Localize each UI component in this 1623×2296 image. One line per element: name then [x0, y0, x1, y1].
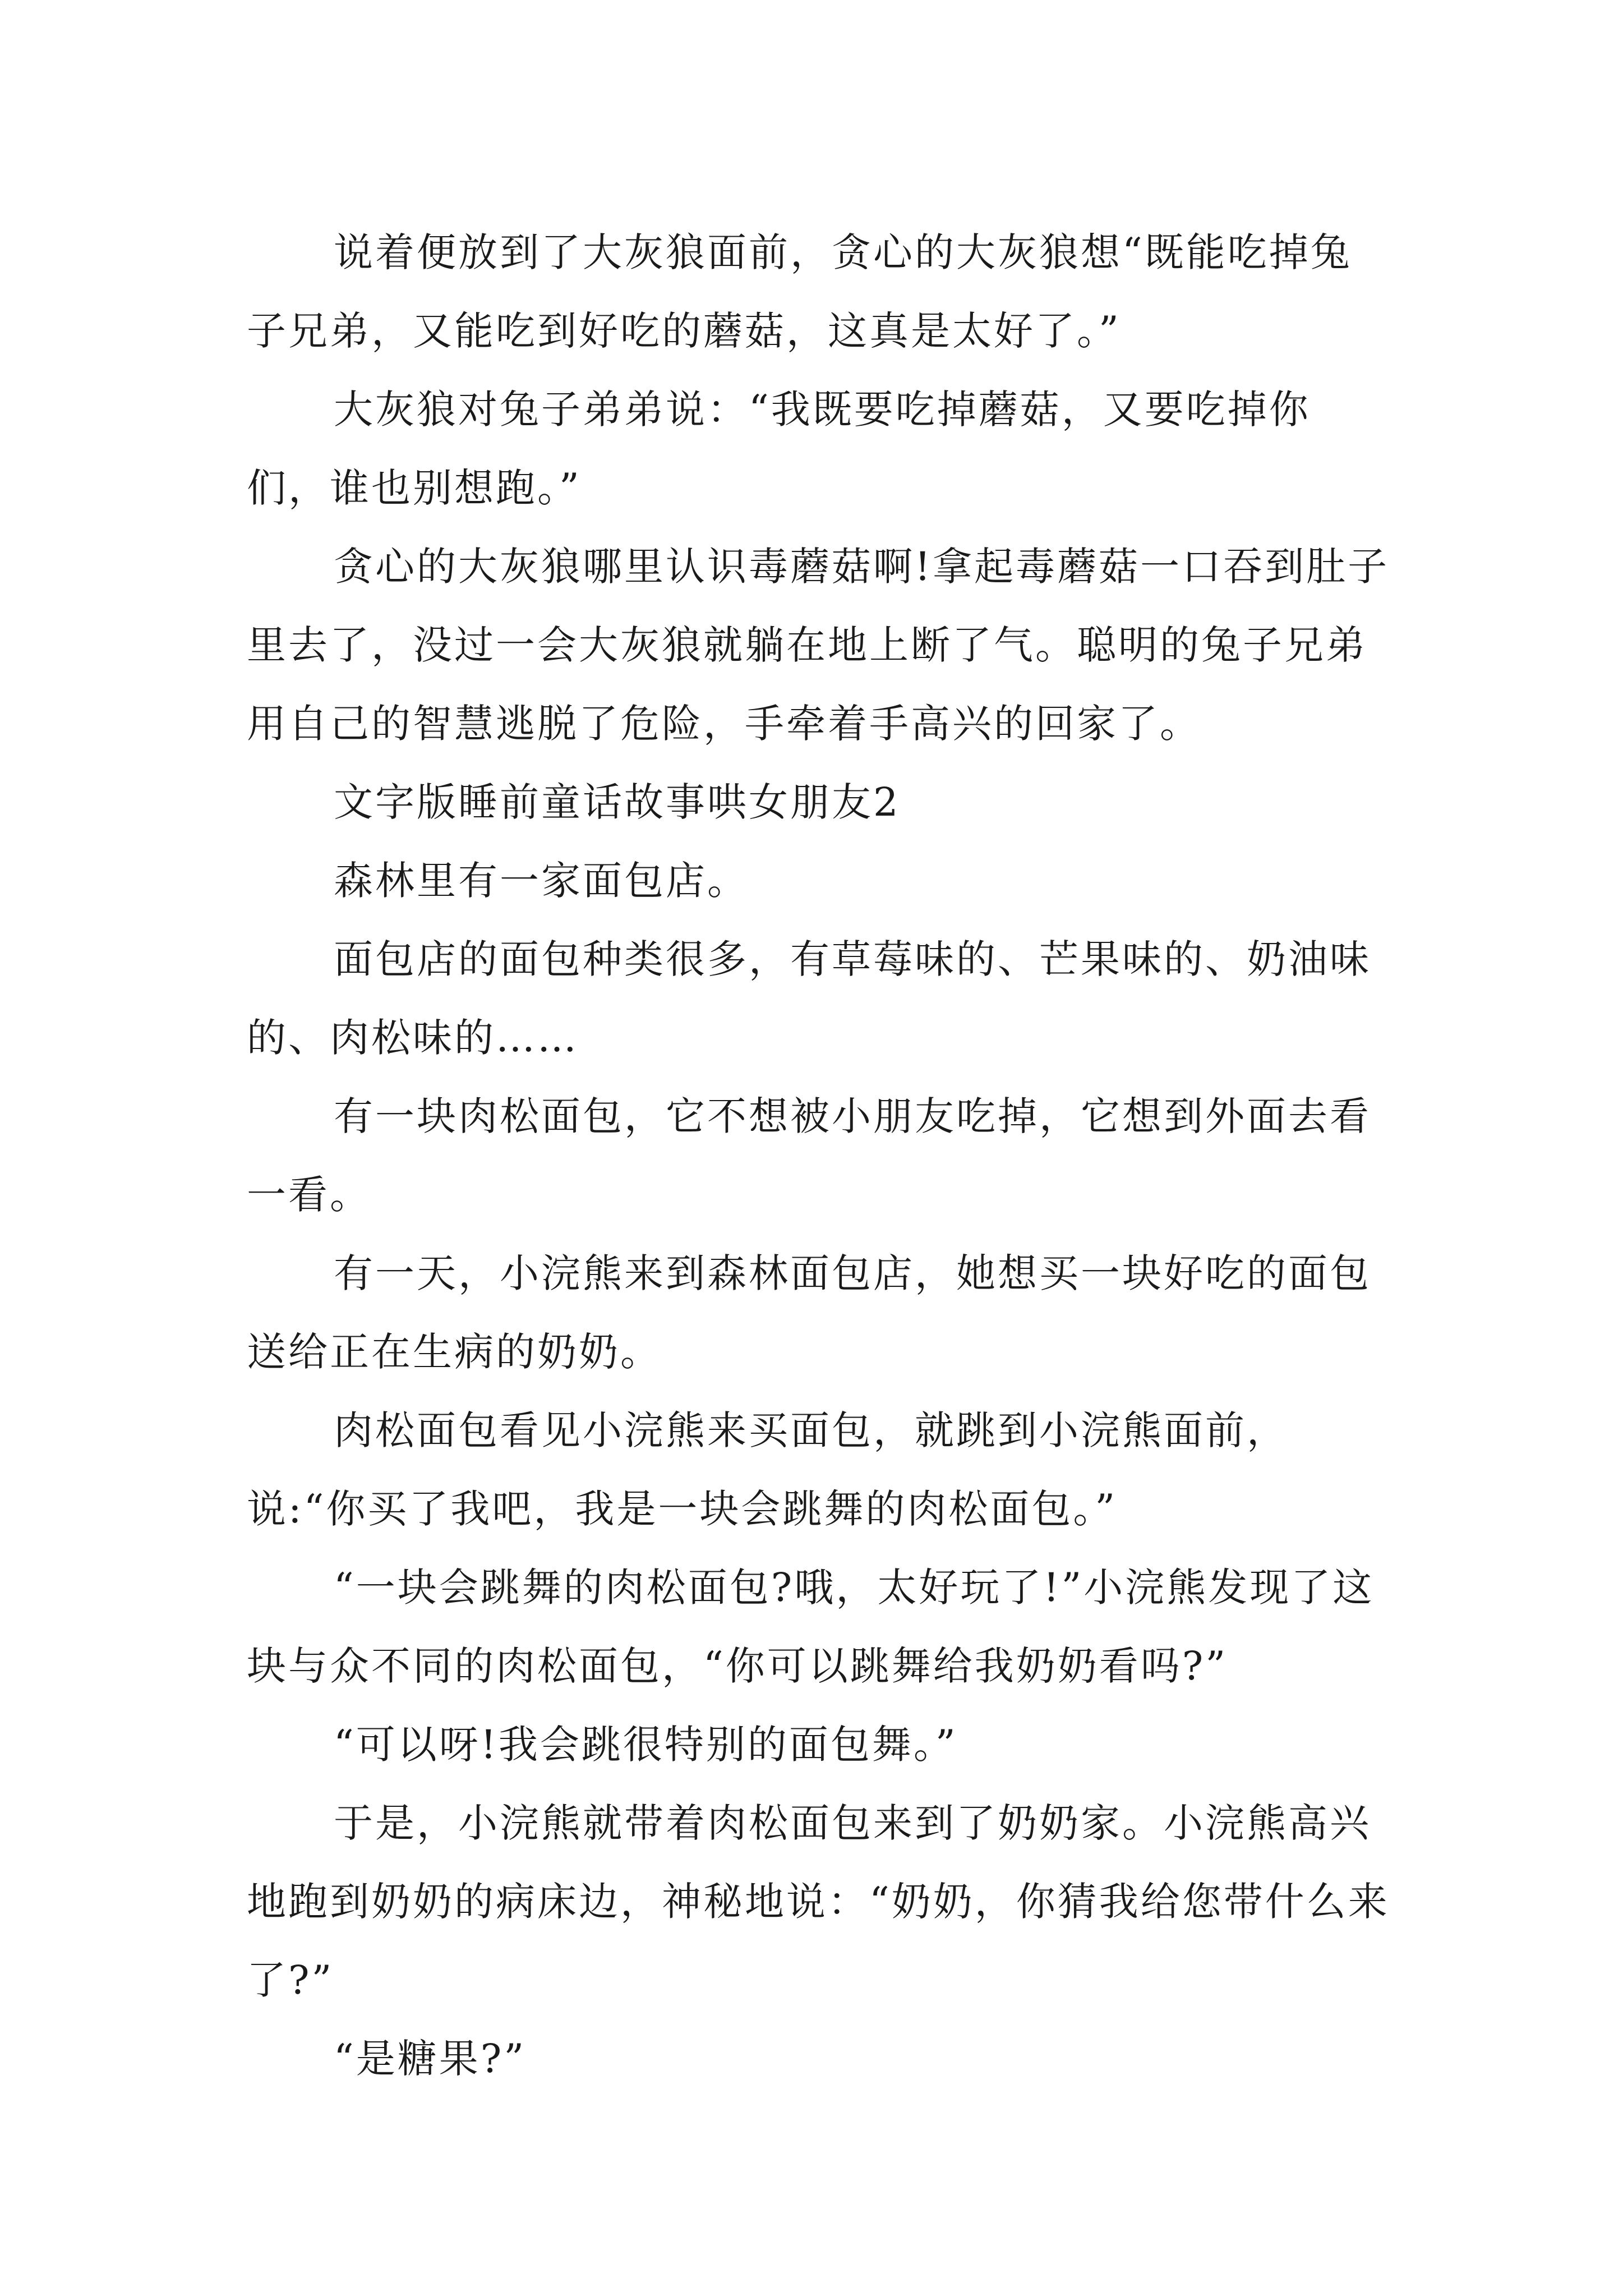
paragraph: 有一块肉松面包，它不想被小朋友吃掉，它想到外面去看一看。 [247, 1093, 1371, 1218]
paragraph: “可以呀!我会跳很特别的面包舞。” [334, 1722, 958, 1768]
paragraph: 贪心的大灰狼哪里认识毒蘑菇啊!拿起毒蘑菇一口吞到肚子里去了，没过一会大灰狼就躺在地上断了气。聪明的兔子兄弟用自己的智慧逃脱了危险，手牵着手高兴的回家了。 [247, 544, 1390, 747]
paragraph: “是糖果?” [334, 2036, 527, 2082]
paragraph: 大灰狼对兔子弟弟说：“我既要吃掉蘑菇，又要吃掉你们，谁也别想跑。” [247, 386, 1311, 511]
paragraph: 说着便放到了大灰狼面前，贪心的大灰狼想“既能吃掉兔子兄弟，又能吃到好吃的蘑菇，这真是太好了。” [247, 229, 1352, 354]
paragraph: 有一天，小浣熊来到森林面包店，她想买一块好吃的面包送给正在生病的奶奶。 [247, 1250, 1371, 1375]
paragraph: 面包店的面包种类很多，有草莓味的、芒果味的、奶油味的、肉松味的…… [247, 936, 1371, 1061]
paragraph: 于是，小浣熊就带着肉松面包来到了奶奶家。小浣熊高兴地跑到奶奶的病床边，神秘地说：“奶奶，你猜我给您带什么来了?” [247, 1800, 1390, 2003]
paragraph: “一块会跳舞的肉松面包?哦，太好玩了!”小浣熊发现了这块与众不同的肉松面包，“你可以跳舞给我奶奶看吗?” [247, 1565, 1375, 1689]
paragraph: 森林里有一家面包店。 [334, 858, 749, 904]
document-body [247, 213, 1391, 2098]
section-heading: 文字版睡前童话故事哄女朋友2 [334, 779, 901, 825]
paragraph: 肉松面包看见小浣熊来买面包，就跳到小浣熊面前，说:“你买了我吧，我是一块会跳舞的肉松面包。” [247, 1407, 1288, 1532]
